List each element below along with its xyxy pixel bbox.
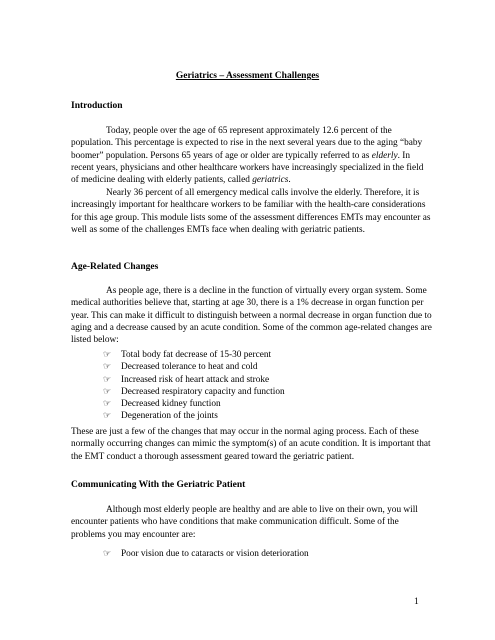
heading-introduction: Introduction [71, 101, 123, 111]
list-item: ☞ Total body fat decrease of 15-30 percent [103, 350, 272, 360]
heading-communicating: Communicating With the Geriatric Patient [71, 480, 246, 490]
document-title: Geriatrics – Assessment Challenges [175, 71, 320, 81]
list-item: ☞ Decreased kidney function [103, 399, 221, 410]
heading-age-related-changes: Age-Related Changes [71, 262, 159, 272]
age-related-paragraph-1: As people age, there is a decline in the function of virtually every organ system. Some medical authorities believe that, starting at age 30, there is a 1% decrease in organ function per year. This can make it difficult to distinguish between a normal decrease in organ function due to aging and a decrease caused by an acute condition. Some of the common age-related changes are listed below: [71, 286, 432, 346]
pointing-hand-icon: ☞ [103, 386, 112, 397]
intro-paragraph-1: Today, people over the age of 65 represent approximately 12.6 percent of the population. This percentage is expected to rise in the next several years due to the aging “baby boomer” population. Persons 65 years of age or older are typically referred to as elderly. In recent years, physicians and other healthcare workers have increasingly specialized in the field of medicine dealing with elderly patients, called geriatrics. [71, 126, 424, 186]
term-elderly: elderly [371, 150, 398, 161]
page-number: 1 [414, 597, 419, 607]
list-item: ☞ Decreased tolerance to heat and cold [103, 362, 258, 373]
list-item: ☞ Decreased respiratory capacity and function [103, 386, 285, 397]
pointing-hand-icon: ☞ [103, 411, 112, 422]
age-related-bullet-list [103, 349, 285, 423]
list-item: ☞ Degeneration of the joints [103, 411, 218, 422]
pointing-hand-icon: ☞ [103, 374, 112, 385]
communicating-bullet-list [103, 548, 309, 560]
intro-paragraph-2: Nearly 36 percent of all emergency medical calls involve the elderly. Therefore, it is increasingly important for healthcare workers to be familiar with the health-care considerations for this age group. This module lists some of the assessment differences EMTs may encounter as well as some of the challenges EMTs face when dealing with geriatric patients. [71, 188, 431, 235]
list-item: ☞ Poor vision due to cataracts or vision deterioration [103, 549, 309, 559]
pointing-hand-icon: ☞ [103, 399, 112, 410]
term-geriatrics: geriatrics [252, 175, 289, 186]
pointing-hand-icon: ☞ [103, 549, 112, 559]
pointing-hand-icon: ☞ [103, 362, 112, 373]
list-item: ☞ Increased risk of heart attack and stroke [103, 374, 270, 385]
age-related-paragraph-2: These are just a few of the changes that may occur in the normal aging process. Each of these normally occurring changes can mimic the symptom(s) of an acute condition. It is important that the EMT conduct a thorough assessment geared toward the geriatric patient. [71, 427, 431, 462]
communicating-paragraph-1: Although most elderly people are healthy and are able to live on their own, you will encounter patients who have conditions that make communication difficult. Some of the problems you may encounter are: [71, 505, 418, 540]
pointing-hand-icon: ☞ [103, 350, 112, 360]
